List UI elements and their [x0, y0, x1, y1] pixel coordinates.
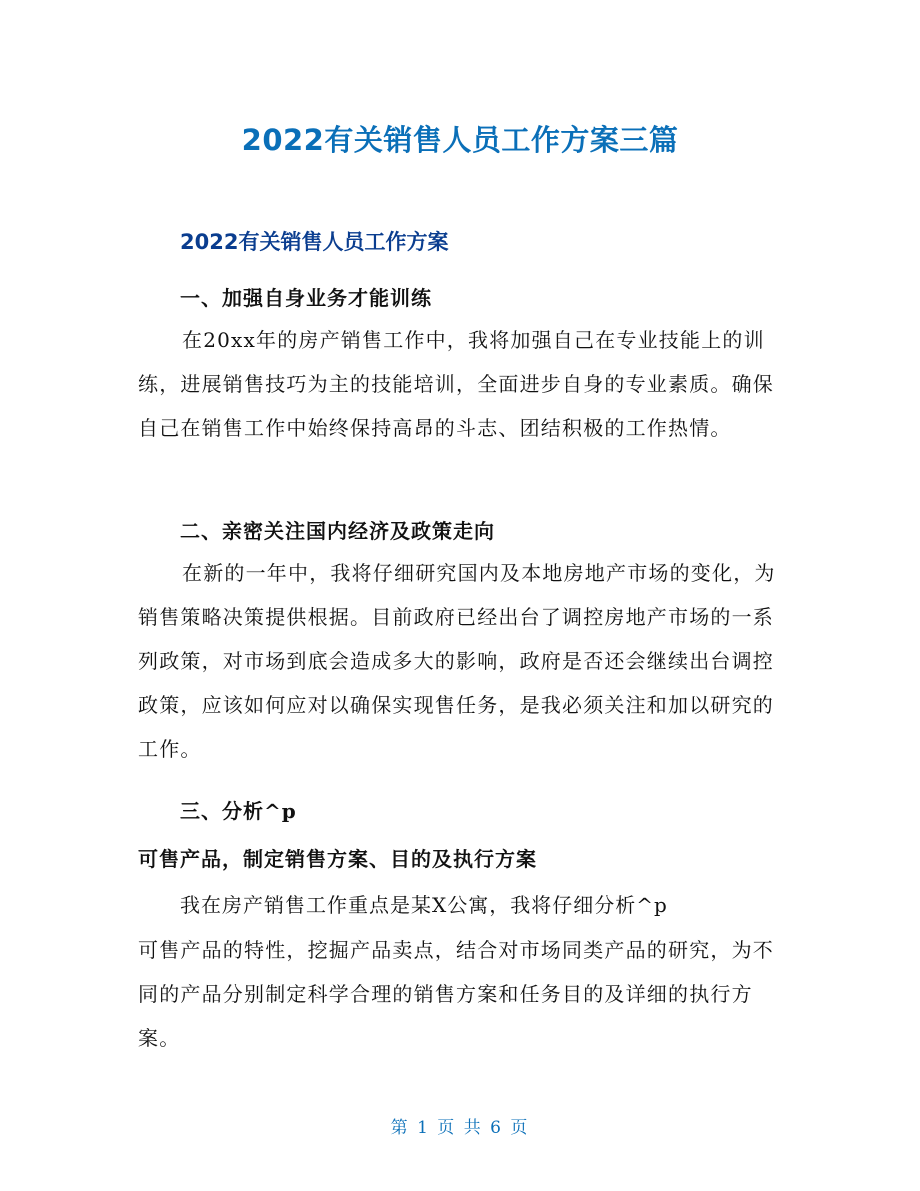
document-subtitle: 2022有关销售人员工作方案 [180, 230, 449, 254]
section1-heading: 一、加强自身业务才能训练 [180, 286, 432, 310]
section3-heading-line1: 三、分析^p [180, 799, 297, 823]
section3-paragraph-rest: 可售产品的特性，挖掘产品卖点，结合对市场同类产品的研究，为不同的产品分别制定科学合理的销售方案和任务目的及详细的执行方案。 [138, 938, 774, 1050]
section3-paragraph-line1: 我在房产销售工作重点是某X公寓，我将仔细分析^p [180, 893, 668, 917]
section2-heading: 二、亲密关注国内经济及政策走向 [180, 519, 495, 543]
section3-heading-line2: 可售产品，制定销售方案、目的及执行方案 [138, 847, 537, 871]
page-footer: 第 1 页 共 6 页 [390, 1118, 530, 1138]
section2-paragraph: 在新的一年中，我将仔细研究国内及本地房地产市场的变化，为销售策略决策提供根据。目前政府已经出台了调控房地产市场的一系列政策，对市场到底会造成多大的影响，政府是否还会继续出台调控政策，应该如何应对以确保实现售任务，是我必须关注和加以研究的工作。 [138, 561, 776, 761]
document-title: 2022有关销售人员工作方案三篇 [241, 123, 679, 157]
section1-paragraph: 在20xx年的房产销售工作中，我将加强自己在专业技能上的训练，进展销售技巧为主的技能培训，全面进步自身的专业素质。确保自己在销售工作中始终保持高昂的斗志、团结积极的工作热情。 [138, 328, 774, 440]
